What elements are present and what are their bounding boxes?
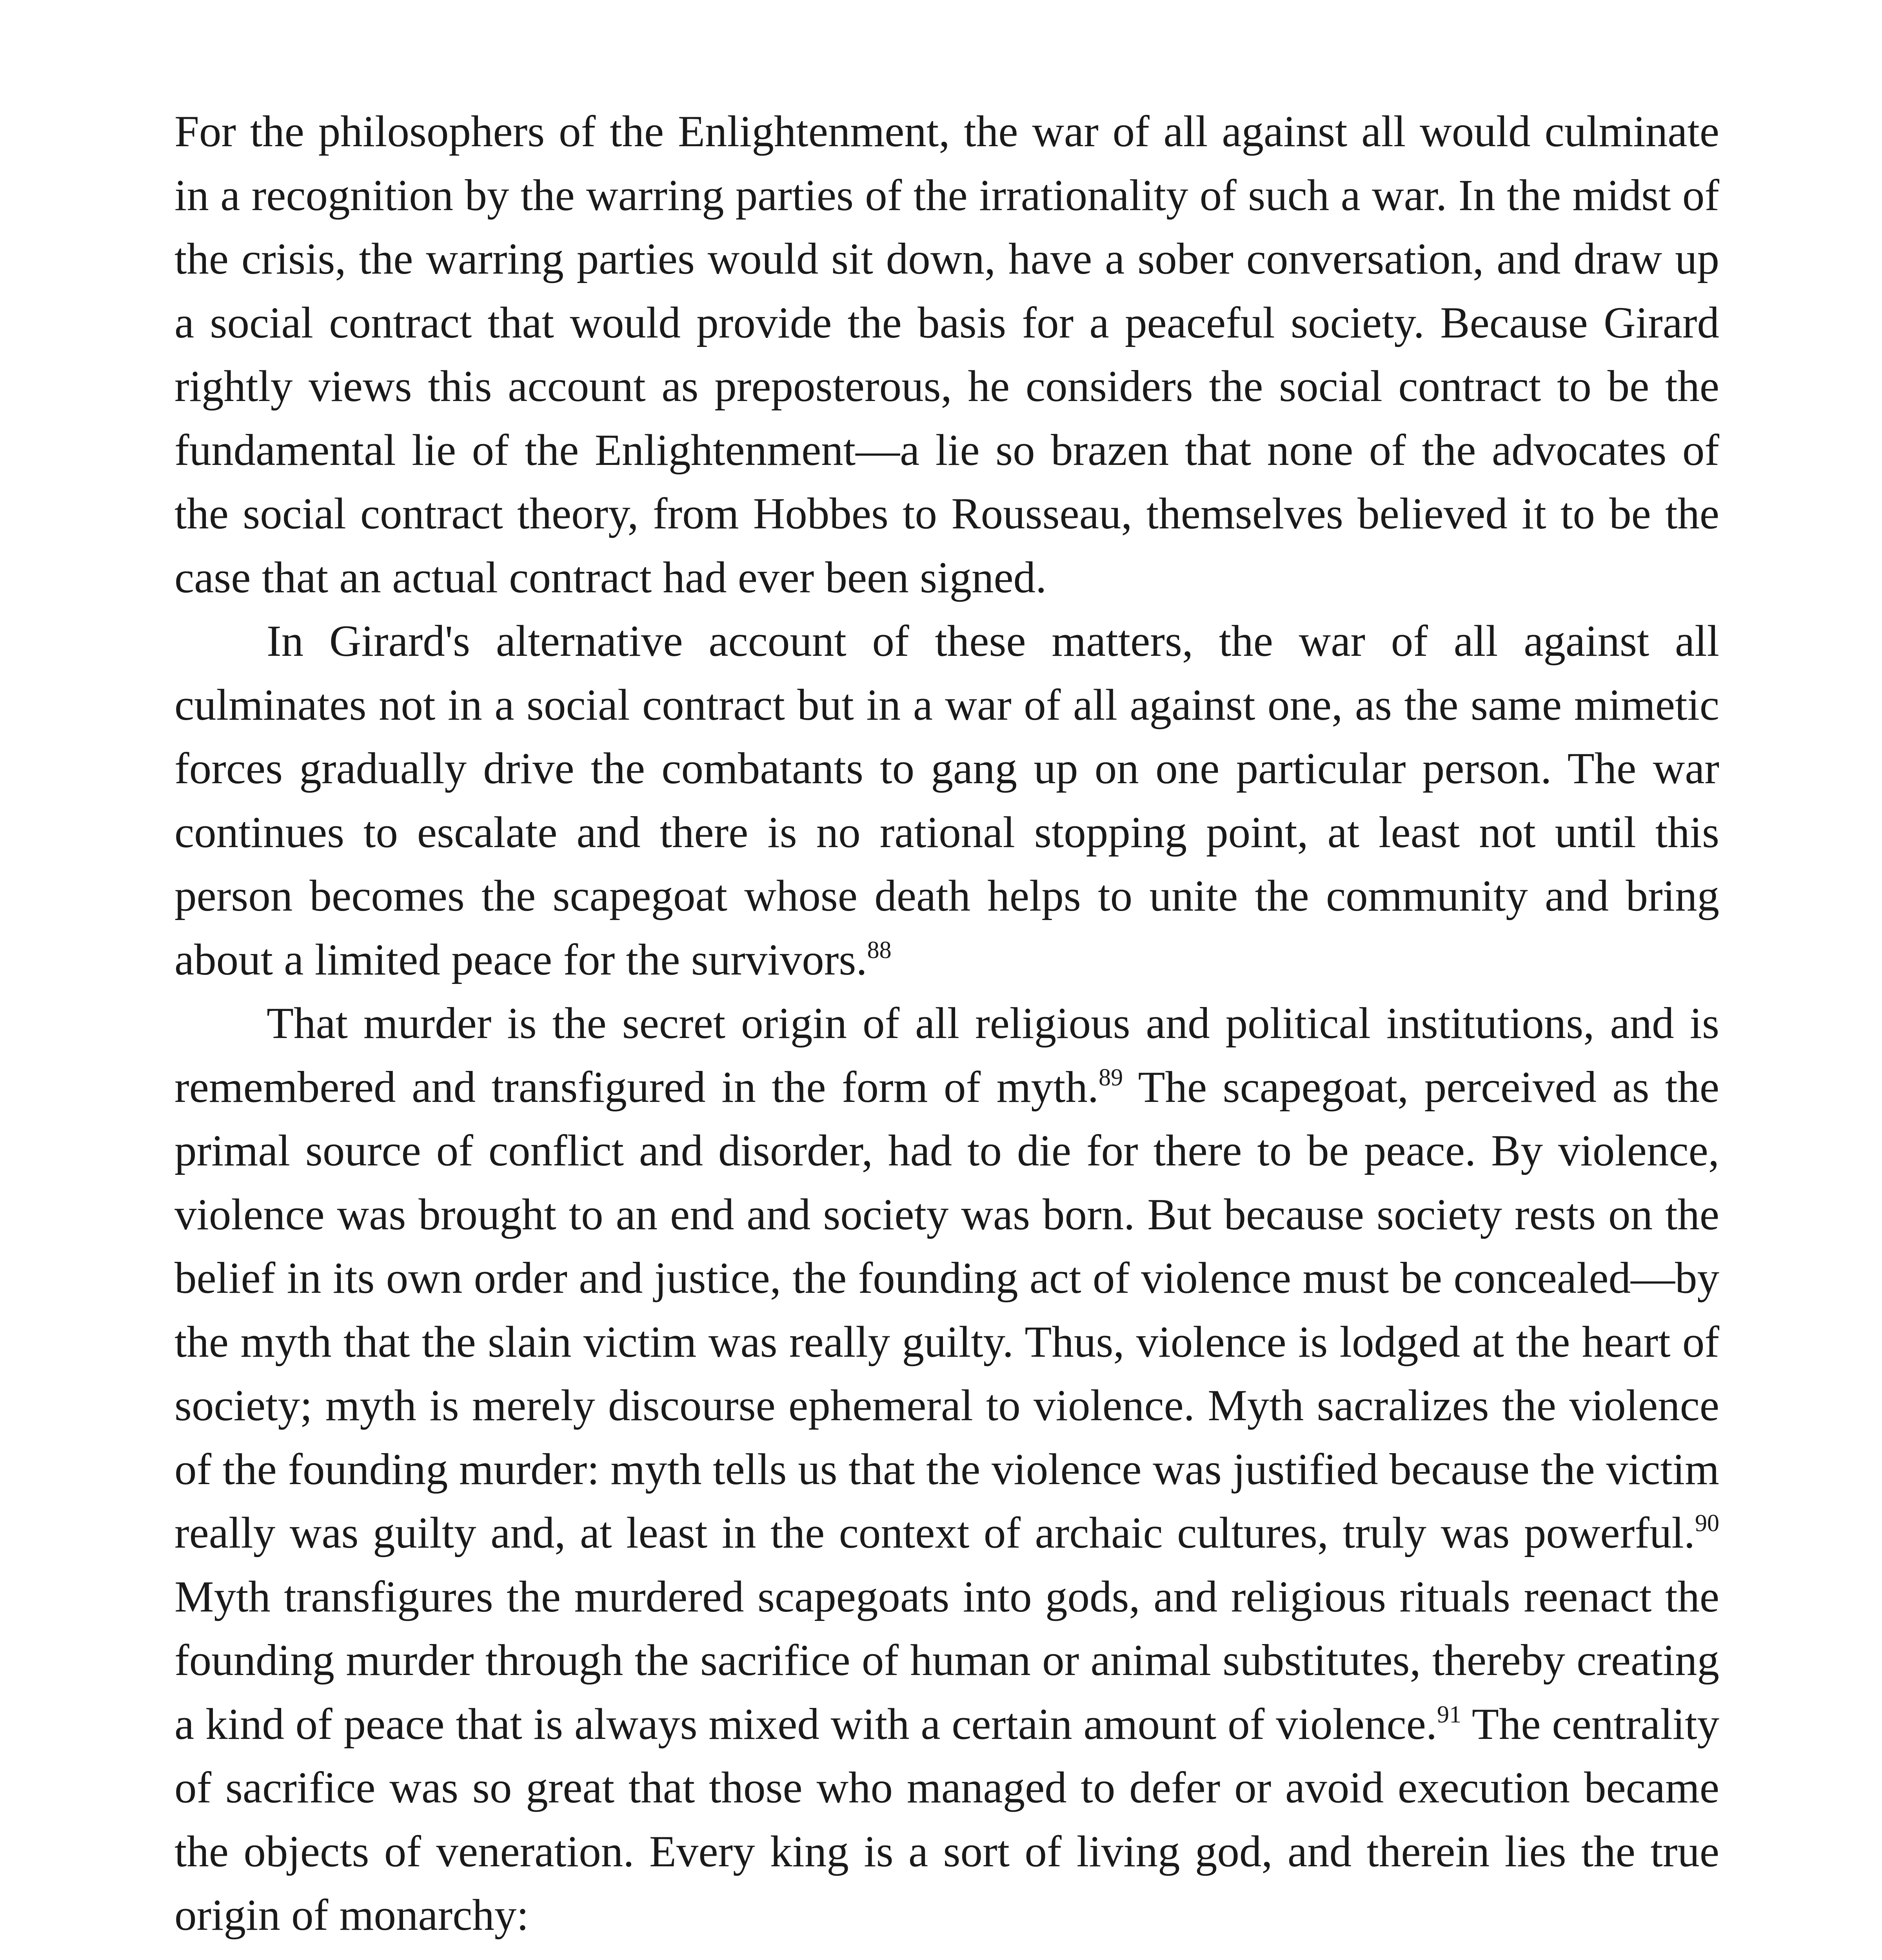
- footnote-ref-89: 89: [1099, 1064, 1123, 1091]
- footnote-ref-91: 91: [1437, 1701, 1462, 1728]
- paragraph-1: [174, 100, 1719, 610]
- paragraph-1-text: For the philosophers of the Enlightenment, the war of all against all would culminate in a recognition by the warring parties of the irrationality of such a war. In the midst of the crisis, the warring parties would sit down, have a sober conversation, and draw up a social contract that would provide the basis for a peaceful society. Because Girard rightly views this account as preposterous, he considers the social contract to be the fundamental lie of the Enlightenment—a lie so brazen that none of the advocates of the social contract theory, from Hobbes to Rousseau, themselves believed it to be the case that an actual contract had ever been signed.: [174, 107, 1719, 602]
- paragraph-3: [174, 992, 1719, 1947]
- paragraph-3-text-d: The centrality of sacrifice was so great that those who managed to defer or avoid execution became the objects of veneration. Every king is a sort of living god, and therein lies the true origin of monarchy:: [174, 1699, 1719, 1940]
- paragraph-2-text: In Girard's alternative account of these matters, the war of all against all culminates not in a social contract but in a war of all against one, as the same mimetic forces gradually drive the combatants to gang up on one particular person. The war continues to escalate and there is no rational stopping point, at least not until this person becomes the scapegoat whose death helps to unite the community and bring about a limited peace for the survivors.: [174, 617, 1719, 984]
- footnote-ref-88: 88: [867, 936, 892, 964]
- paragraph-3-text-a: That murder is the secret origin of all religious and political institutions, and is remembered and transfigured in the form of myth.: [174, 999, 1719, 1112]
- footnote-ref-90: 90: [1695, 1510, 1719, 1537]
- paragraph-3-text-b: The scapegoat, perceived as the primal source of conflict and disorder, had to die for there to be peace. By violence, violence was brought to an end and society was born. But because society rests on the belief in its own order and justice, the founding act of violence must be concealed—by the myth that the slain victim was really guilty. Thus, violence is lodged at the heart of society; myth is merely discourse ephemeral to violence. Myth sacralizes the violence of the founding murder: myth tells us that the violence was justified because the victim really was guilty and, at least in the context of archaic cultures, truly was powerful.: [174, 1062, 1720, 1557]
- paragraph-3-text-c: Myth transfigures the murdered scapegoats into gods, and religious rituals reenact the founding murder through the sacrifice of human or animal substitutes, thereby creating a kind of peace that is always mixed with a certain amount of violence.: [174, 1572, 1719, 1749]
- paragraph-2: [174, 610, 1719, 992]
- body-text: [174, 100, 1719, 1947]
